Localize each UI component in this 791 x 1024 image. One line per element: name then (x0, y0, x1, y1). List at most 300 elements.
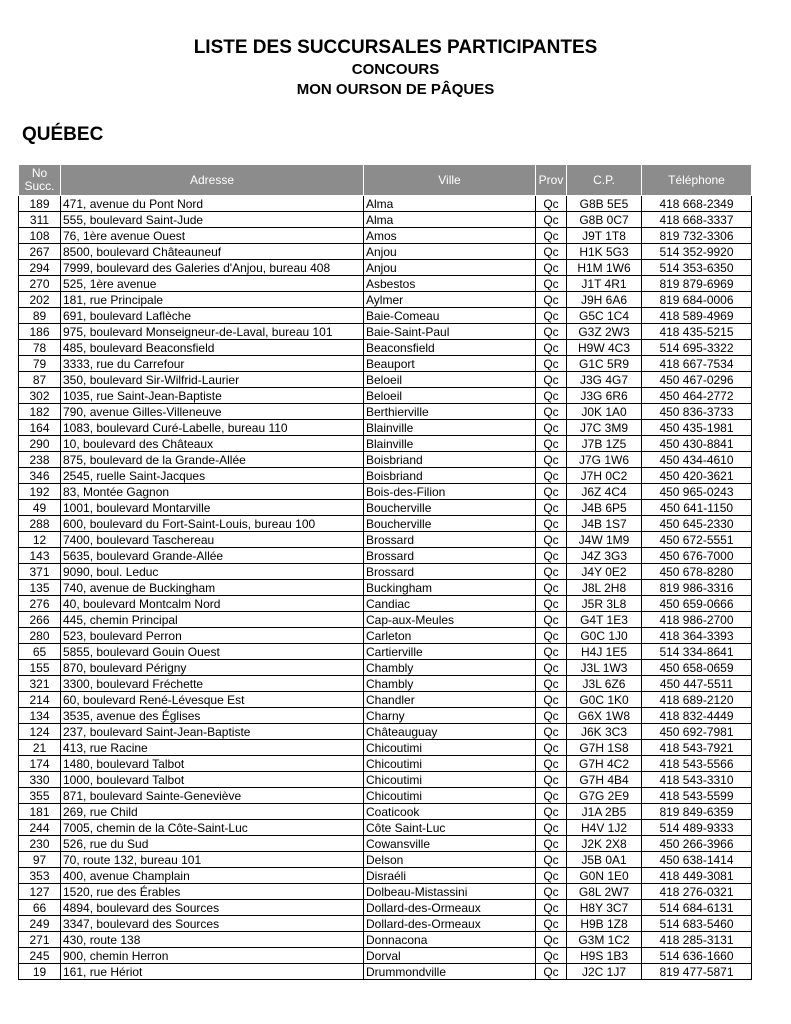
city: Boucherville (364, 500, 536, 516)
address: 1000, boulevard Talbot (61, 772, 364, 788)
city: Alma (364, 212, 536, 228)
province: Qc (536, 948, 567, 964)
address: 83, Montée Gagnon (61, 484, 364, 500)
branch-number: 321 (19, 676, 61, 692)
province: Qc (536, 964, 567, 980)
branch-number: 244 (19, 820, 61, 836)
province: Qc (536, 692, 567, 708)
phone: 418 364-3393 (642, 628, 752, 644)
address: 76, 1ère avenue Ouest (61, 228, 364, 244)
phone: 819 986-3316 (642, 580, 752, 596)
city: Blainville (364, 436, 536, 452)
province: Qc (536, 612, 567, 628)
address: 600, boulevard du Fort-Saint-Louis, bureau 100 (61, 516, 364, 532)
col-header-adresse: Adresse (61, 165, 364, 196)
branch-number: 78 (19, 340, 61, 356)
table-row (19, 964, 752, 980)
postal-code: H8Y 3C7 (567, 900, 642, 916)
phone: 514 684-6131 (642, 900, 752, 916)
table-row (19, 356, 752, 372)
branch-number: 134 (19, 708, 61, 724)
province: Qc (536, 404, 567, 420)
city: Côte Saint-Luc (364, 820, 536, 836)
postal-code: J3L 1W3 (567, 660, 642, 676)
table-row (19, 692, 752, 708)
document-header (0, 36, 791, 100)
table-row (19, 644, 752, 660)
phone: 450 430-8841 (642, 436, 752, 452)
address: 3333, rue du Carrefour (61, 356, 364, 372)
address: 8500, boulevard Châteauneuf (61, 244, 364, 260)
address: 161, rue Hériot (61, 964, 364, 980)
postal-code: J3G 4G7 (567, 372, 642, 388)
province: Qc (536, 740, 567, 756)
postal-code: J7H 0C2 (567, 468, 642, 484)
table-row (19, 900, 752, 916)
postal-code: G3Z 2W3 (567, 324, 642, 340)
address: 871, boulevard Sainte-Geneviève (61, 788, 364, 804)
branch-number: 21 (19, 740, 61, 756)
phone: 514 489-9333 (642, 820, 752, 836)
phone: 418 543-5599 (642, 788, 752, 804)
table-row (19, 292, 752, 308)
city: Dorval (364, 948, 536, 964)
branch-number: 19 (19, 964, 61, 980)
table-row (19, 836, 752, 852)
postal-code: H9B 1Z8 (567, 916, 642, 932)
table-row (19, 868, 752, 884)
phone: 418 543-7921 (642, 740, 752, 756)
branch-number: 79 (19, 356, 61, 372)
postal-code: J7C 3M9 (567, 420, 642, 436)
city: Dollard-des-Ormeaux (364, 900, 536, 916)
address: 1480, boulevard Talbot (61, 756, 364, 772)
address: 2545, ruelle Saint-Jacques (61, 468, 364, 484)
province: Qc (536, 756, 567, 772)
postal-code: J4Y 0E2 (567, 564, 642, 580)
address: 60, boulevard René-Lévesque Est (61, 692, 364, 708)
branch-number: 174 (19, 756, 61, 772)
phone: 418 543-3310 (642, 772, 752, 788)
postal-code: J7B 1Z5 (567, 436, 642, 452)
province: Qc (536, 580, 567, 596)
phone: 819 732-3306 (642, 228, 752, 244)
province: Qc (536, 932, 567, 948)
postal-code: H9S 1B3 (567, 948, 642, 964)
branch-number: 164 (19, 420, 61, 436)
province: Qc (536, 852, 567, 868)
city: Anjou (364, 260, 536, 276)
branch-number: 266 (19, 612, 61, 628)
branch-number: 87 (19, 372, 61, 388)
table-row (19, 708, 752, 724)
phone: 819 849-6359 (642, 804, 752, 820)
col-header-cp: C.P. (567, 165, 642, 196)
city: Drummondville (364, 964, 536, 980)
postal-code: J5R 3L8 (567, 596, 642, 612)
phone: 450 420-3621 (642, 468, 752, 484)
phone: 819 477-5871 (642, 964, 752, 980)
col-header-no-succ: No Succ. (19, 165, 61, 196)
province: Qc (536, 260, 567, 276)
city: Baie-Saint-Paul (364, 324, 536, 340)
table-row (19, 324, 752, 340)
table-row (19, 244, 752, 260)
contest-label: CONCOURS (351, 61, 440, 78)
phone: 819 879-6969 (642, 276, 752, 292)
province: Qc (536, 500, 567, 516)
contest-name: MON OURSON DE PÂQUES (296, 81, 495, 98)
postal-code: H9W 4C3 (567, 340, 642, 356)
province: Qc (536, 820, 567, 836)
table-row (19, 804, 752, 820)
branch-number: 267 (19, 244, 61, 260)
phone: 418 668-2349 (642, 196, 752, 212)
address: 10, boulevard des Châteaux (61, 436, 364, 452)
city: Chambly (364, 660, 536, 676)
address: 1083, boulevard Curé-Labelle, bureau 110 (61, 420, 364, 436)
phone: 514 352-9920 (642, 244, 752, 260)
city: Brossard (364, 532, 536, 548)
postal-code: J3L 6Z6 (567, 676, 642, 692)
branch-number: 124 (19, 724, 61, 740)
table-row (19, 596, 752, 612)
phone: 450 638-1414 (642, 852, 752, 868)
branch-number: 143 (19, 548, 61, 564)
phone: 450 645-2330 (642, 516, 752, 532)
table-row (19, 404, 752, 420)
province: Qc (536, 244, 567, 260)
postal-code: G0C 1K0 (567, 692, 642, 708)
postal-code: J2C 1J7 (567, 964, 642, 980)
branch-number: 182 (19, 404, 61, 420)
phone: 418 668-3337 (642, 212, 752, 228)
address: 430, route 138 (61, 932, 364, 948)
postal-code: H1M 1W6 (567, 260, 642, 276)
section-title: QUÉBEC (22, 124, 104, 145)
province: Qc (536, 196, 567, 212)
table-row (19, 388, 752, 404)
city: Blainville (364, 420, 536, 436)
phone: 819 684-0006 (642, 292, 752, 308)
table-row (19, 852, 752, 868)
branch-number: 12 (19, 532, 61, 548)
province: Qc (536, 436, 567, 452)
phone: 418 986-2700 (642, 612, 752, 628)
postal-code: G8B 5E5 (567, 196, 642, 212)
postal-code: H4V 1J2 (567, 820, 642, 836)
province: Qc (536, 900, 567, 916)
city: Brossard (364, 564, 536, 580)
phone: 418 589-4969 (642, 308, 752, 324)
table-row (19, 452, 752, 468)
branch-number: 276 (19, 596, 61, 612)
postal-code: G3M 1C2 (567, 932, 642, 948)
postal-code: J2K 2X8 (567, 836, 642, 852)
table-row (19, 740, 752, 756)
phone: 418 689-2120 (642, 692, 752, 708)
branch-number: 270 (19, 276, 61, 292)
table-row (19, 932, 752, 948)
address: 7005, chemin de la Côte-Saint-Luc (61, 820, 364, 836)
address: 485, boulevard Beaconsfield (61, 340, 364, 356)
province: Qc (536, 676, 567, 692)
phone: 450 641-1150 (642, 500, 752, 516)
province: Qc (536, 356, 567, 372)
city: Coaticook (364, 804, 536, 820)
city: Chicoutimi (364, 772, 536, 788)
province: Qc (536, 916, 567, 932)
postal-code: J6K 3C3 (567, 724, 642, 740)
branch-number: 202 (19, 292, 61, 308)
city: Boucherville (364, 516, 536, 532)
postal-code: J3G 6R6 (567, 388, 642, 404)
province: Qc (536, 292, 567, 308)
province: Qc (536, 868, 567, 884)
table-row (19, 724, 752, 740)
province: Qc (536, 372, 567, 388)
address: 1035, rue Saint-Jean-Baptiste (61, 388, 364, 404)
page-title: LISTE DES SUCCURSALES PARTICIPANTES (193, 37, 598, 58)
phone: 418 449-3081 (642, 868, 752, 884)
city: Carleton (364, 628, 536, 644)
province: Qc (536, 628, 567, 644)
phone: 514 334-8641 (642, 644, 752, 660)
address: 181, rue Principale (61, 292, 364, 308)
phone: 450 435-1981 (642, 420, 752, 436)
address: 471, avenue du Pont Nord (61, 196, 364, 212)
postal-code: G0N 1E0 (567, 868, 642, 884)
phone: 418 667-7534 (642, 356, 752, 372)
table-row (19, 532, 752, 548)
city: Dolbeau-Mistassini (364, 884, 536, 900)
province: Qc (536, 788, 567, 804)
branch-number: 302 (19, 388, 61, 404)
province: Qc (536, 468, 567, 484)
city: Chicoutimi (364, 788, 536, 804)
province: Qc (536, 324, 567, 340)
branch-number: 181 (19, 804, 61, 820)
postal-code: J4B 1S7 (567, 516, 642, 532)
table-row (19, 260, 752, 276)
address: 7400, boulevard Taschereau (61, 532, 364, 548)
phone: 450 658-0659 (642, 660, 752, 676)
phone: 418 285-3131 (642, 932, 752, 948)
province: Qc (536, 804, 567, 820)
postal-code: G1C 5R9 (567, 356, 642, 372)
city: Anjou (364, 244, 536, 260)
province: Qc (536, 484, 567, 500)
province: Qc (536, 836, 567, 852)
branch-number: 97 (19, 852, 61, 868)
postal-code: G5C 1C4 (567, 308, 642, 324)
address: 555, boulevard Saint-Jude (61, 212, 364, 228)
phone: 450 659-0666 (642, 596, 752, 612)
address: 70, route 132, bureau 101 (61, 852, 364, 868)
branch-number: 108 (19, 228, 61, 244)
phone: 514 353-6350 (642, 260, 752, 276)
address: 740, avenue de Buckingham (61, 580, 364, 596)
province: Qc (536, 596, 567, 612)
address: 4894, boulevard des Sources (61, 900, 364, 916)
table-row (19, 948, 752, 964)
branch-number: 330 (19, 772, 61, 788)
table-row (19, 660, 752, 676)
phone: 450 692-7981 (642, 724, 752, 740)
address: 975, boulevard Monseigneur-de-Laval, bureau 101 (61, 324, 364, 340)
postal-code: G7H 1S8 (567, 740, 642, 756)
table-row (19, 196, 752, 212)
table-row (19, 516, 752, 532)
address: 875, boulevard de la Grande-Allée (61, 452, 364, 468)
city: Cap-aux-Meules (364, 612, 536, 628)
city: Chandler (364, 692, 536, 708)
city: Alma (364, 196, 536, 212)
phone: 418 543-5566 (642, 756, 752, 772)
branch-number: 89 (19, 308, 61, 324)
city: Berthierville (364, 404, 536, 420)
province: Qc (536, 724, 567, 740)
table-row (19, 548, 752, 564)
address: 3535, avenue des Églises (61, 708, 364, 724)
city: Charny (364, 708, 536, 724)
city: Beloeil (364, 388, 536, 404)
phone: 450 836-3733 (642, 404, 752, 420)
branch-number: 189 (19, 196, 61, 212)
branch-number: 290 (19, 436, 61, 452)
city: Candiac (364, 596, 536, 612)
branch-number: 214 (19, 692, 61, 708)
branch-number: 186 (19, 324, 61, 340)
table-row (19, 564, 752, 580)
phone: 450 672-5551 (642, 532, 752, 548)
postal-code: J0K 1A0 (567, 404, 642, 420)
table-row (19, 340, 752, 356)
province: Qc (536, 212, 567, 228)
branch-number: 238 (19, 452, 61, 468)
city: Dollard-des-Ormeaux (364, 916, 536, 932)
table-row (19, 788, 752, 804)
table-row (19, 580, 752, 596)
address: 525, 1ère avenue (61, 276, 364, 292)
branch-number: 280 (19, 628, 61, 644)
city: Cowansville (364, 836, 536, 852)
table-row (19, 884, 752, 900)
province: Qc (536, 228, 567, 244)
table-row (19, 612, 752, 628)
postal-code: J4B 6P5 (567, 500, 642, 516)
postal-code: J5B 0A1 (567, 852, 642, 868)
table-row (19, 276, 752, 292)
phone: 514 636-1660 (642, 948, 752, 964)
city: Chambly (364, 676, 536, 692)
province: Qc (536, 388, 567, 404)
branch-number: 66 (19, 900, 61, 916)
table-row (19, 628, 752, 644)
postal-code: G0C 1J0 (567, 628, 642, 644)
address: 237, boulevard Saint-Jean-Baptiste (61, 724, 364, 740)
province: Qc (536, 532, 567, 548)
branch-number: 346 (19, 468, 61, 484)
postal-code: G7H 4B4 (567, 772, 642, 788)
branch-number: 371 (19, 564, 61, 580)
city: Donnacona (364, 932, 536, 948)
province: Qc (536, 660, 567, 676)
address: 790, avenue Gilles-Villeneuve (61, 404, 364, 420)
address: 350, boulevard Sir-Wilfrid-Laurier (61, 372, 364, 388)
phone: 418 832-4449 (642, 708, 752, 724)
phone: 450 965-0243 (642, 484, 752, 500)
city: Buckingham (364, 580, 536, 596)
province: Qc (536, 276, 567, 292)
address: 40, boulevard Montcalm Nord (61, 596, 364, 612)
address: 413, rue Racine (61, 740, 364, 756)
city: Amos (364, 228, 536, 244)
province: Qc (536, 772, 567, 788)
address: 900, chemin Herron (61, 948, 364, 964)
table-row (19, 756, 752, 772)
branch-number: 245 (19, 948, 61, 964)
address: 3347, boulevard des Sources (61, 916, 364, 932)
postal-code: J4Z 3G3 (567, 548, 642, 564)
city: Delson (364, 852, 536, 868)
postal-code: J9T 1T8 (567, 228, 642, 244)
city: Aylmer (364, 292, 536, 308)
table-row (19, 676, 752, 692)
postal-code: J1A 2B5 (567, 804, 642, 820)
branch-number: 311 (19, 212, 61, 228)
phone: 514 695-3322 (642, 340, 752, 356)
city: Asbestos (364, 276, 536, 292)
province: Qc (536, 884, 567, 900)
phone: 450 467-0296 (642, 372, 752, 388)
table-row (19, 916, 752, 932)
city: Beloeil (364, 372, 536, 388)
postal-code: J7G 1W6 (567, 452, 642, 468)
phone: 450 434-4610 (642, 452, 752, 468)
address: 526, rue du Sud (61, 836, 364, 852)
phone: 450 464-2772 (642, 388, 752, 404)
table-row (19, 228, 752, 244)
province: Qc (536, 452, 567, 468)
postal-code: G7G 2E9 (567, 788, 642, 804)
city: Baie-Comeau (364, 308, 536, 324)
phone: 450 678-8280 (642, 564, 752, 580)
phone: 450 266-3966 (642, 836, 752, 852)
branch-number: 288 (19, 516, 61, 532)
phone: 450 447-5511 (642, 676, 752, 692)
branch-number: 49 (19, 500, 61, 516)
table-row (19, 772, 752, 788)
address: 9090, boul. Leduc (61, 564, 364, 580)
province: Qc (536, 708, 567, 724)
address: 870, boulevard Périgny (61, 660, 364, 676)
address: 269, rue Child (61, 804, 364, 820)
address: 3300, boulevard Fréchette (61, 676, 364, 692)
branch-number: 192 (19, 484, 61, 500)
city: Beauport (364, 356, 536, 372)
table-body (19, 196, 752, 980)
city: Bois-des-Filion (364, 484, 536, 500)
table-row (19, 212, 752, 228)
branches-table (18, 164, 752, 980)
table-row (19, 500, 752, 516)
city: Disraéli (364, 868, 536, 884)
postal-code: G4T 1E3 (567, 612, 642, 628)
city: Chicoutimi (364, 740, 536, 756)
address: 523, boulevard Perron (61, 628, 364, 644)
branch-number: 249 (19, 916, 61, 932)
